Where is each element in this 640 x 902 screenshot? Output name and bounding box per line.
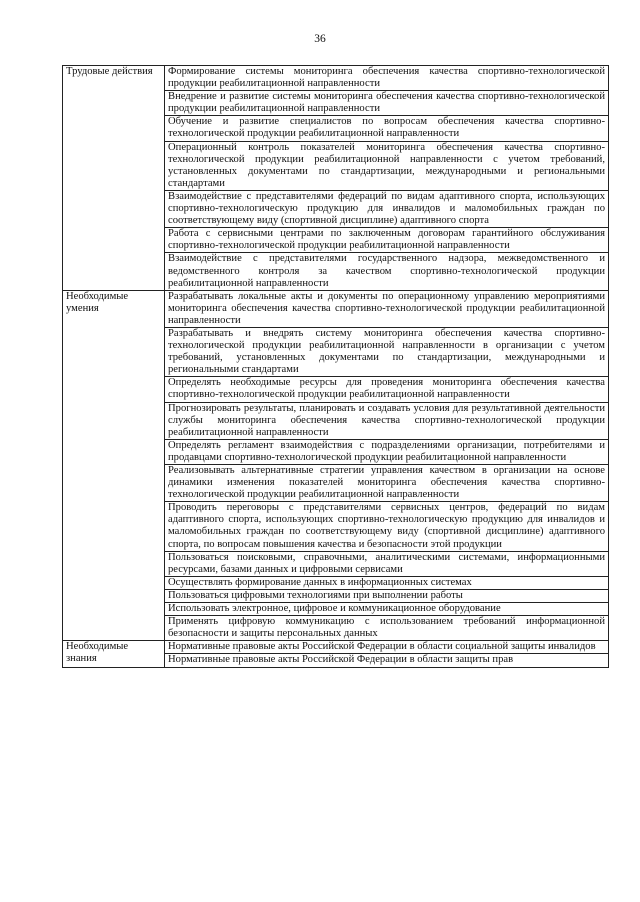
- section-label: Необходимые умения: [63, 290, 165, 641]
- section-label: Трудовые действия: [63, 66, 165, 291]
- requirement-item: Нормативные правовые акты Российской Федерации в области защиты прав: [165, 654, 609, 667]
- requirement-item: Пользоваться поисковыми, справочными, аналитическими системами, информационными ресурсами, базами данных и цифровыми сервисами: [165, 551, 609, 576]
- requirement-item: Взаимодействие с представителями государственного надзора, межведомственного и ведомственного контроля за качеством спортивно-технологической продукции реабилитационной направленности: [165, 253, 609, 290]
- requirement-item: Определять необходимые ресурсы для проведения мониторинга обеспечения качества спортивно-технологической продукции реабилитационной направленности: [165, 377, 609, 402]
- requirement-item: Формирование системы мониторинга обеспечения качества спортивно-технологической продукции реабилитационной направленности: [165, 66, 609, 91]
- table-row: [63, 290, 609, 327]
- section-label: Необходимые знания: [63, 641, 165, 667]
- requirement-item: Проводить переговоры с представителями сервисных центров, федераций по видам адаптивного спорта, использующих спортивно-технологическую продукцию для инвалидов и маломобильных граждан по соответствующему виду (спортивной дисциплине) адаптивного спорта, по вопросам повышения качества и безопасности этой продукции: [165, 502, 609, 551]
- requirement-item: Операционный контроль показателей мониторинга обеспечения качества спортивно-технологической продукции реабилитационной направленности с учетом требований, установленных документами по стандартизации, международными и региональными стандартами: [165, 141, 609, 190]
- requirement-item: Взаимодействие с представителями федераций по видам адаптивного спорта, использующих спортивно-технологическую продукцию для инвалидов и маломобильных граждан по соответствующему виду (спортивной дисциплине) адаптивного спорта: [165, 190, 609, 227]
- page-number: 36: [314, 33, 326, 45]
- requirements-table: [62, 65, 609, 668]
- requirement-item: Обучение и развитие специалистов по вопросам обеспечения качества спортивно-технологической продукции реабилитационной направленности: [165, 116, 609, 141]
- requirement-item: Определять регламент взаимодействия с подразделениями организации, потребителями и продавцами спортивно-технологической продукции реабилитационной направленности: [165, 439, 609, 464]
- requirement-item: Применять цифровую коммуникацию с использованием требований информационной безопасности и защиты персональных данных: [165, 616, 609, 641]
- requirement-item: Работа с сервисными центрами по заключенным договорам гарантийного обслуживания спортивно-технологической продукции реабилитационной направленности: [165, 228, 609, 253]
- requirement-item: Реализовывать альтернативные стратегии управления качеством в организации на основе динамики изменения показателей мониторинга обеспечения качества спортивно-технологической продукции реабилитационной направленности: [165, 465, 609, 502]
- requirement-item: Нормативные правовые акты Российской Федерации в области социальной защиты инвалидов: [165, 641, 609, 654]
- requirement-item: Осуществлять формирование данных в информационных системах: [165, 576, 609, 589]
- requirement-item: Прогнозировать результаты, планировать и создавать условия для результативной деятельности службы мониторинга обеспечения качества спортивно-технологической продукции реабилитационной направленности: [165, 402, 609, 439]
- requirement-item: Разрабатывать локальные акты и документы по операционному управлению мероприятиями мониторинга обеспечения качества спортивно-технологической продукции реабилитационной направленности: [165, 290, 609, 327]
- requirements-table-body: [63, 66, 609, 668]
- requirement-item: Разрабатывать и внедрять систему мониторинга обеспечения качества спортивно-технологической продукции реабилитационной направленности в организации с учетом требований, установленных документами по стандартизации, международными и региональными стандартами: [165, 327, 609, 376]
- requirement-item: Внедрение и развитие системы мониторинга обеспечения качества спортивно-технологической продукции реабилитационной направленности: [165, 91, 609, 116]
- table-row: [63, 66, 609, 91]
- requirement-item: Пользоваться цифровыми технологиями при выполнении работы: [165, 589, 609, 602]
- requirement-item: Использовать электронное, цифровое и коммуникационное оборудование: [165, 603, 609, 616]
- table-row: [63, 641, 609, 654]
